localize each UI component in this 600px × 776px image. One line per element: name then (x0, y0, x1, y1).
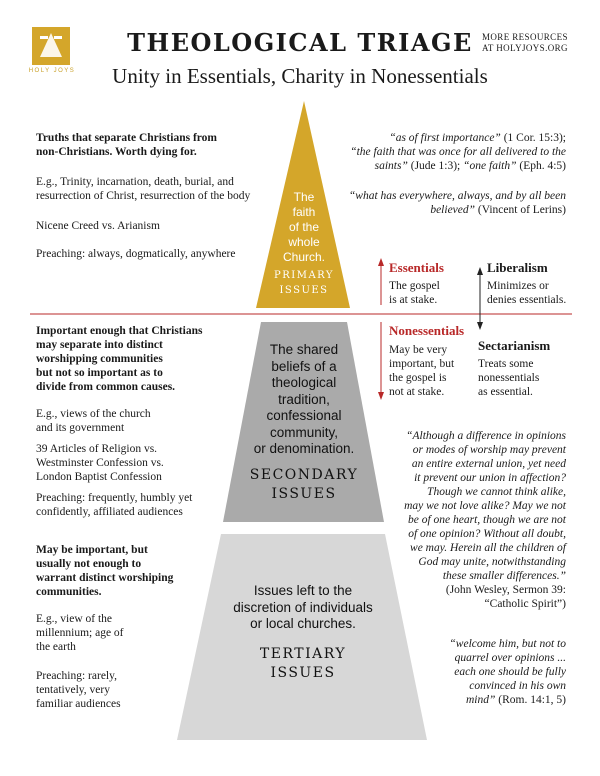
tertiary-issues-label: TERTIARY ISSUES (259, 646, 347, 681)
sectarianism-title: Sectarianism (478, 338, 551, 353)
secondary-issues-label: SECONDARY ISSUES (249, 467, 359, 502)
sectarianism-body: Treats some nonessentials as essential. (478, 358, 540, 398)
resources-line-2: AT HOLYJOYS.ORG (482, 43, 568, 53)
primary-heading: Truths that separate Christians from non-Christians. Worth dying for. (36, 132, 218, 158)
primary-tier-text: The faith of the whole Church. (282, 190, 326, 264)
secondary-examples: E.g., views of the church and its government (36, 408, 151, 434)
logo-text: HOLY JOYS (28, 68, 76, 74)
resources-line-1: MORE RESOURCES (482, 32, 568, 42)
tertiary-tier-text: Issues left to the discretion of individuals or local churches. (233, 583, 373, 631)
liberalism-body: Minimizes or denies essentials. (487, 280, 567, 306)
page-title: THEOLOGICAL TRIAGE (127, 28, 473, 57)
page-subtitle: Unity in Essentials, Charity in Nonessentials (112, 64, 488, 88)
tertiary-heading: May be important, but usually not enough to warrant distinct worshiping communities. (36, 544, 174, 598)
primary-quote-vincent: “what has everywhere, always, and by all been believed” (Vincent of Lerins) (348, 190, 566, 216)
primary-quote-scripture: “as of first importance” (1 Cor. 15:3); “the faith that was once for all delivered to the saints” (Jude 1:3); “one faith” (Eph. 4:5) (350, 132, 566, 172)
tertiary-preaching: Preaching: rarely, tentatively, very familiar audiences (36, 670, 121, 710)
secondary-quote-wesley: “Although a difference in opinions or modes of worship may prevent an entire external union, yet need it prevent our union in affection? Though we cannot think alike, may we not love alike? May we not be of one heart, though we are not of one opinion? Without all doubt, we may. Herein all the children of God may unite, notwithstanding these smaller differences.” (John Wesley, Sermon 39: “Catholic Spirit”) (404, 430, 566, 610)
nonessentials-title: Nonessentials (389, 323, 465, 338)
primary-examples: E.g., Trinity, incarnation, death, burial, and resurrection of Christ, resurrection of the body (36, 176, 251, 202)
nonessentials-body: May be very important, but the gospel is not at stake. (389, 344, 455, 398)
primary-preaching: Preaching: always, dogmatically, anywhere (36, 248, 236, 260)
essentials-title: Essentials (389, 260, 444, 275)
secondary-confessions: 39 Articles of Religion vs. Westminster Confession vs. London Baptist Confession (36, 443, 164, 483)
liberalism-title: Liberalism (487, 260, 548, 275)
secondary-preaching: Preaching: frequently, humbly yet confidently, affiliated audiences (36, 492, 193, 518)
secondary-heading: Important enough that Christians may separate into distinct worshipping communities but not so important as to divide from common causes. (36, 325, 203, 393)
tertiary-quote-romans: “welcome him, but not to quarrel over opinions ... each one should be fully convinced in his own mind” (Rom. 14:1, 5) (449, 638, 566, 706)
tertiary-examples: E.g., view of the millennium; age of the earth (36, 613, 124, 653)
primary-creed: Nicene Creed vs. Arianism (36, 220, 160, 232)
essentials-body: The gospel is at stake. (389, 280, 440, 306)
primary-issues-label: PRIMARY ISSUES (274, 270, 334, 296)
secondary-tier-text: The shared beliefs of a theological tradition, confessional community, or denomination. (253, 342, 355, 456)
